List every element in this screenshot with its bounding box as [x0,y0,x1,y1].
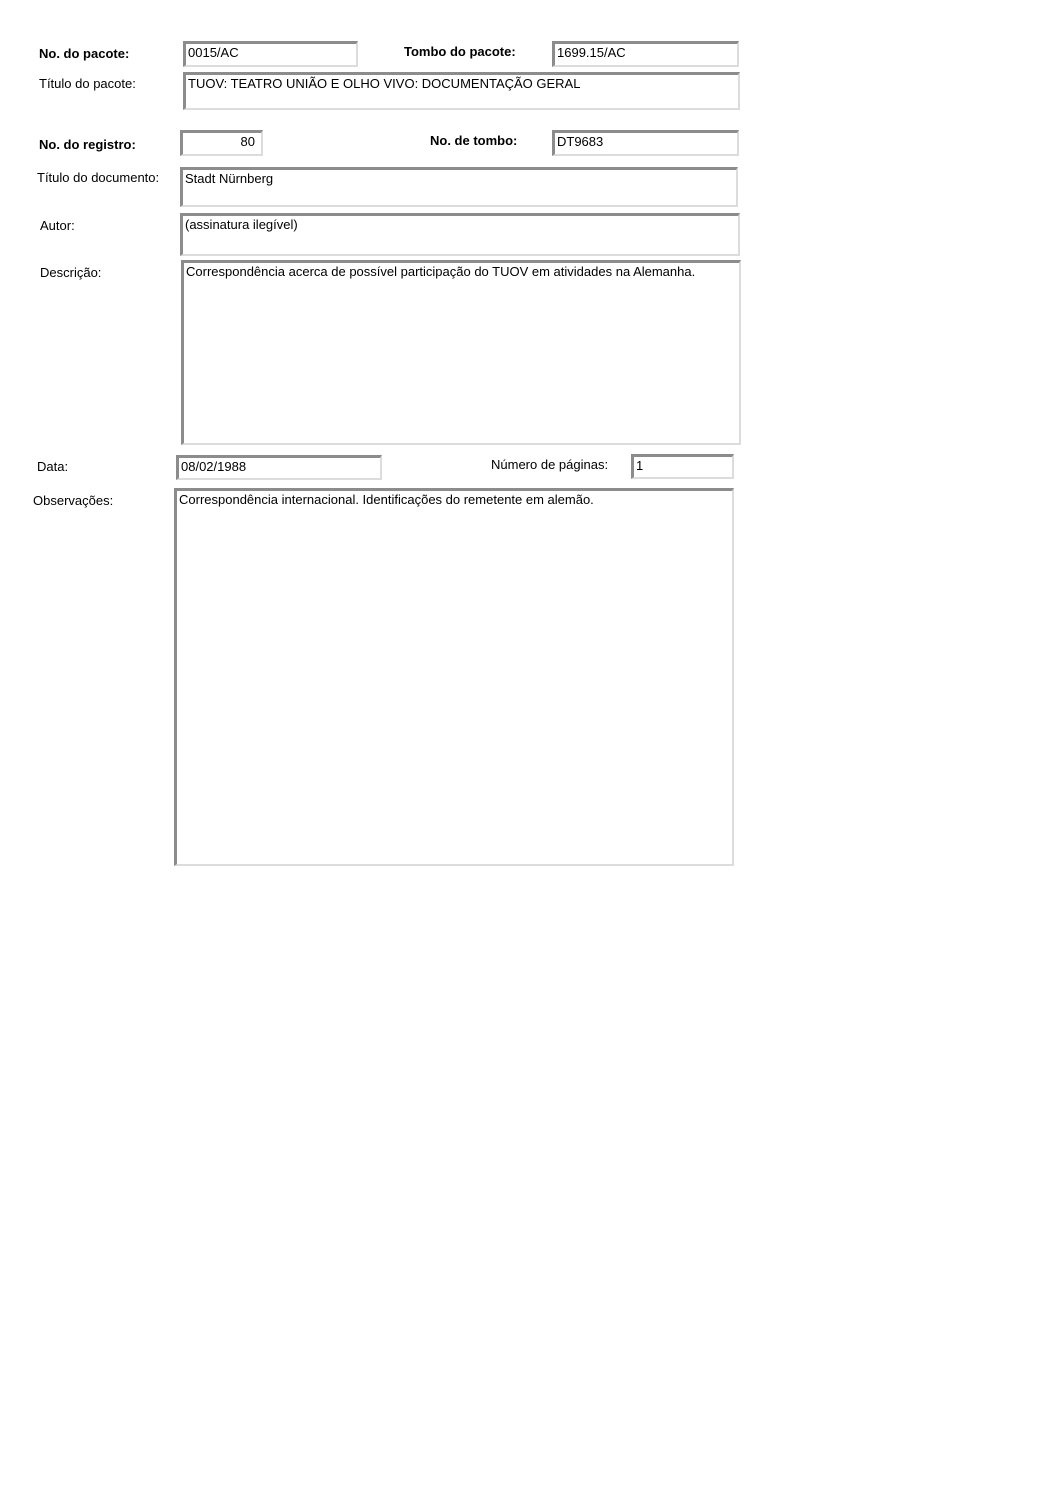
description-label: Descrição: [40,265,102,280]
register-number-label: No. do registro: [39,137,136,152]
pages-label: Número de páginas: [491,457,609,472]
document-title-field[interactable]: Stadt Nürnberg [180,167,738,207]
package-title-label: Título do pacote: [39,76,136,91]
author-label: Autor: [40,218,75,233]
tombo-number-field[interactable]: DT9683 [552,130,739,156]
observations-field[interactable]: Correspondência internacional. Identificações do remetente em alemão. [174,488,734,866]
observations-label: Observações: [33,493,114,508]
date-field[interactable]: 08/02/1988 [176,455,382,480]
package-tombo-label: Tombo do pacote: [404,44,516,59]
package-tombo-field[interactable]: 1699.15/AC [552,41,739,67]
author-field[interactable]: (assinatura ilegível) [180,213,740,256]
tombo-number-label: No. de tombo: [430,133,518,148]
register-number-field[interactable]: 80 [180,130,263,156]
package-number-label: No. do pacote: [39,46,130,61]
package-title-field[interactable]: TUOV: TEATRO UNIÃO E OLHO VIVO: DOCUMENTAÇÃO GERAL [183,72,740,110]
document-title-label: Título do documento: [37,170,160,185]
date-label: Data: [37,459,69,474]
package-number-field[interactable]: 0015/AC [183,41,358,67]
description-field[interactable]: Correspondência acerca de possível participação do TUOV em atividades na Alemanha. [181,260,741,445]
pages-field[interactable]: 1 [631,454,734,479]
